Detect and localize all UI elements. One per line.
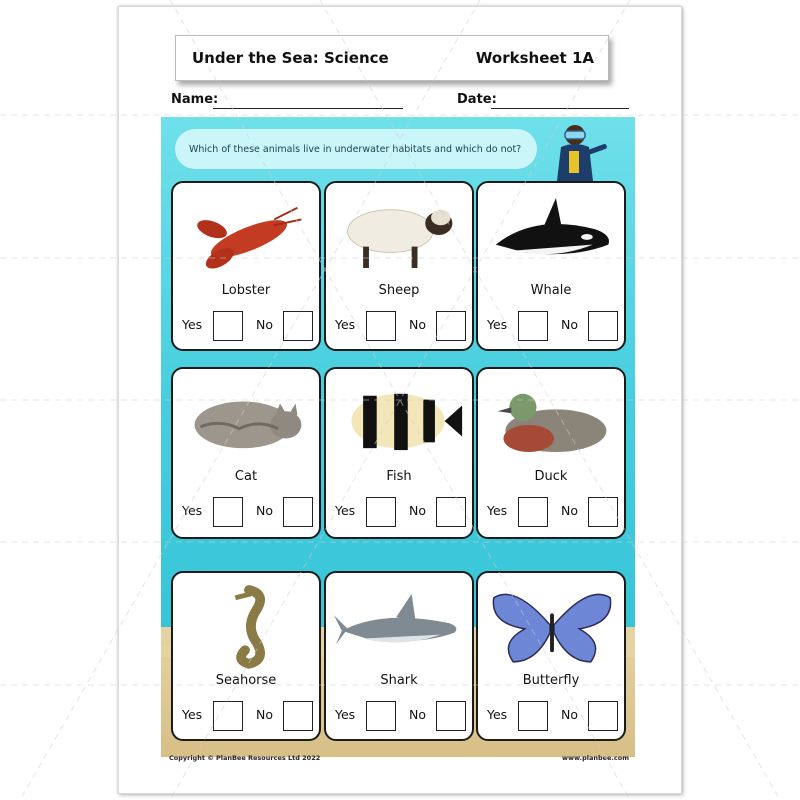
no-label: No: [561, 503, 578, 518]
yes-checkbox[interactable]: [366, 311, 396, 341]
yes-checkbox[interactable]: [366, 701, 396, 731]
animal-name: Butterfly: [522, 673, 580, 688]
yes-label: Yes: [182, 503, 203, 518]
yes-checkbox[interactable]: [366, 497, 396, 527]
animal-name: Sheep: [378, 283, 420, 298]
yes-checkbox[interactable]: [213, 311, 243, 341]
animal-card-sheep: [324, 181, 474, 351]
worksheet-number: Worksheet 1A: [475, 49, 594, 67]
animal-card-fish: [324, 367, 474, 539]
yes-checkbox[interactable]: [213, 701, 243, 731]
footer: [169, 752, 629, 766]
animal-card-lobster: [171, 181, 321, 351]
yes-checkbox[interactable]: [213, 497, 243, 527]
no-label: No: [256, 503, 273, 518]
whale-image: [486, 189, 618, 279]
yes-checkbox[interactable]: [518, 497, 548, 527]
website-text: www.planbee.com: [562, 754, 629, 762]
butterfly-image: [486, 579, 618, 669]
name-date-row: [171, 92, 631, 114]
no-checkbox[interactable]: [283, 497, 313, 527]
yes-checkbox[interactable]: [518, 311, 548, 341]
animal-card-seahorse: [171, 571, 321, 741]
yes-label: Yes: [487, 707, 508, 722]
no-checkbox[interactable]: [436, 701, 466, 731]
no-label: No: [409, 317, 426, 332]
animal-name: Shark: [380, 673, 418, 688]
cat-image: [181, 375, 313, 465]
no-label: No: [561, 317, 578, 332]
no-checkbox[interactable]: [436, 497, 466, 527]
name-label: Name:: [171, 92, 219, 107]
yes-label: Yes: [182, 707, 203, 722]
lobster-image: [181, 189, 313, 279]
no-checkbox[interactable]: [588, 311, 618, 341]
no-checkbox[interactable]: [588, 701, 618, 731]
animal-card-butterfly: [476, 571, 626, 741]
animal-card-shark: [324, 571, 474, 741]
no-label: No: [409, 707, 426, 722]
diver-icon: [541, 121, 611, 183]
seahorse-image: [181, 579, 313, 669]
title-bar: [175, 35, 609, 81]
no-label: No: [409, 503, 426, 518]
no-checkbox[interactable]: [283, 311, 313, 341]
question-bubble: [175, 129, 537, 169]
date-line[interactable]: [491, 108, 629, 109]
yes-label: Yes: [487, 317, 508, 332]
no-checkbox[interactable]: [436, 311, 466, 341]
no-label: No: [256, 317, 273, 332]
animal-name: Whale: [530, 283, 572, 298]
sheep-image: [334, 189, 466, 279]
animal-name: Cat: [234, 469, 258, 484]
fish-image: [334, 375, 466, 465]
no-checkbox[interactable]: [588, 497, 618, 527]
date-label: Date:: [457, 92, 497, 107]
yes-label: Yes: [335, 503, 356, 518]
animal-name: Duck: [534, 469, 568, 484]
yes-checkbox[interactable]: [518, 701, 548, 731]
copyright-text: Copyright © PlanBee Resources Ltd 2022: [169, 754, 321, 762]
yes-label: Yes: [335, 707, 356, 722]
no-checkbox[interactable]: [283, 701, 313, 731]
animal-name: Fish: [386, 469, 412, 484]
name-line[interactable]: [213, 108, 403, 109]
worksheet-title: Under the Sea: Science: [192, 49, 389, 67]
no-label: No: [256, 707, 273, 722]
animal-name: Seahorse: [215, 673, 277, 688]
animal-card-duck: [476, 367, 626, 539]
ocean-background: [161, 117, 635, 757]
animal-name: Lobster: [221, 283, 271, 298]
yes-label: Yes: [182, 317, 203, 332]
yes-label: Yes: [335, 317, 356, 332]
shark-image: [334, 579, 466, 669]
question-text: Which of these animals live in underwater habitats and which do not?: [189, 143, 522, 155]
duck-image: [486, 375, 618, 465]
animal-card-cat: [171, 367, 321, 539]
animal-card-whale: [476, 181, 626, 351]
worksheet-page: [118, 6, 682, 794]
no-label: No: [561, 707, 578, 722]
yes-label: Yes: [487, 503, 508, 518]
